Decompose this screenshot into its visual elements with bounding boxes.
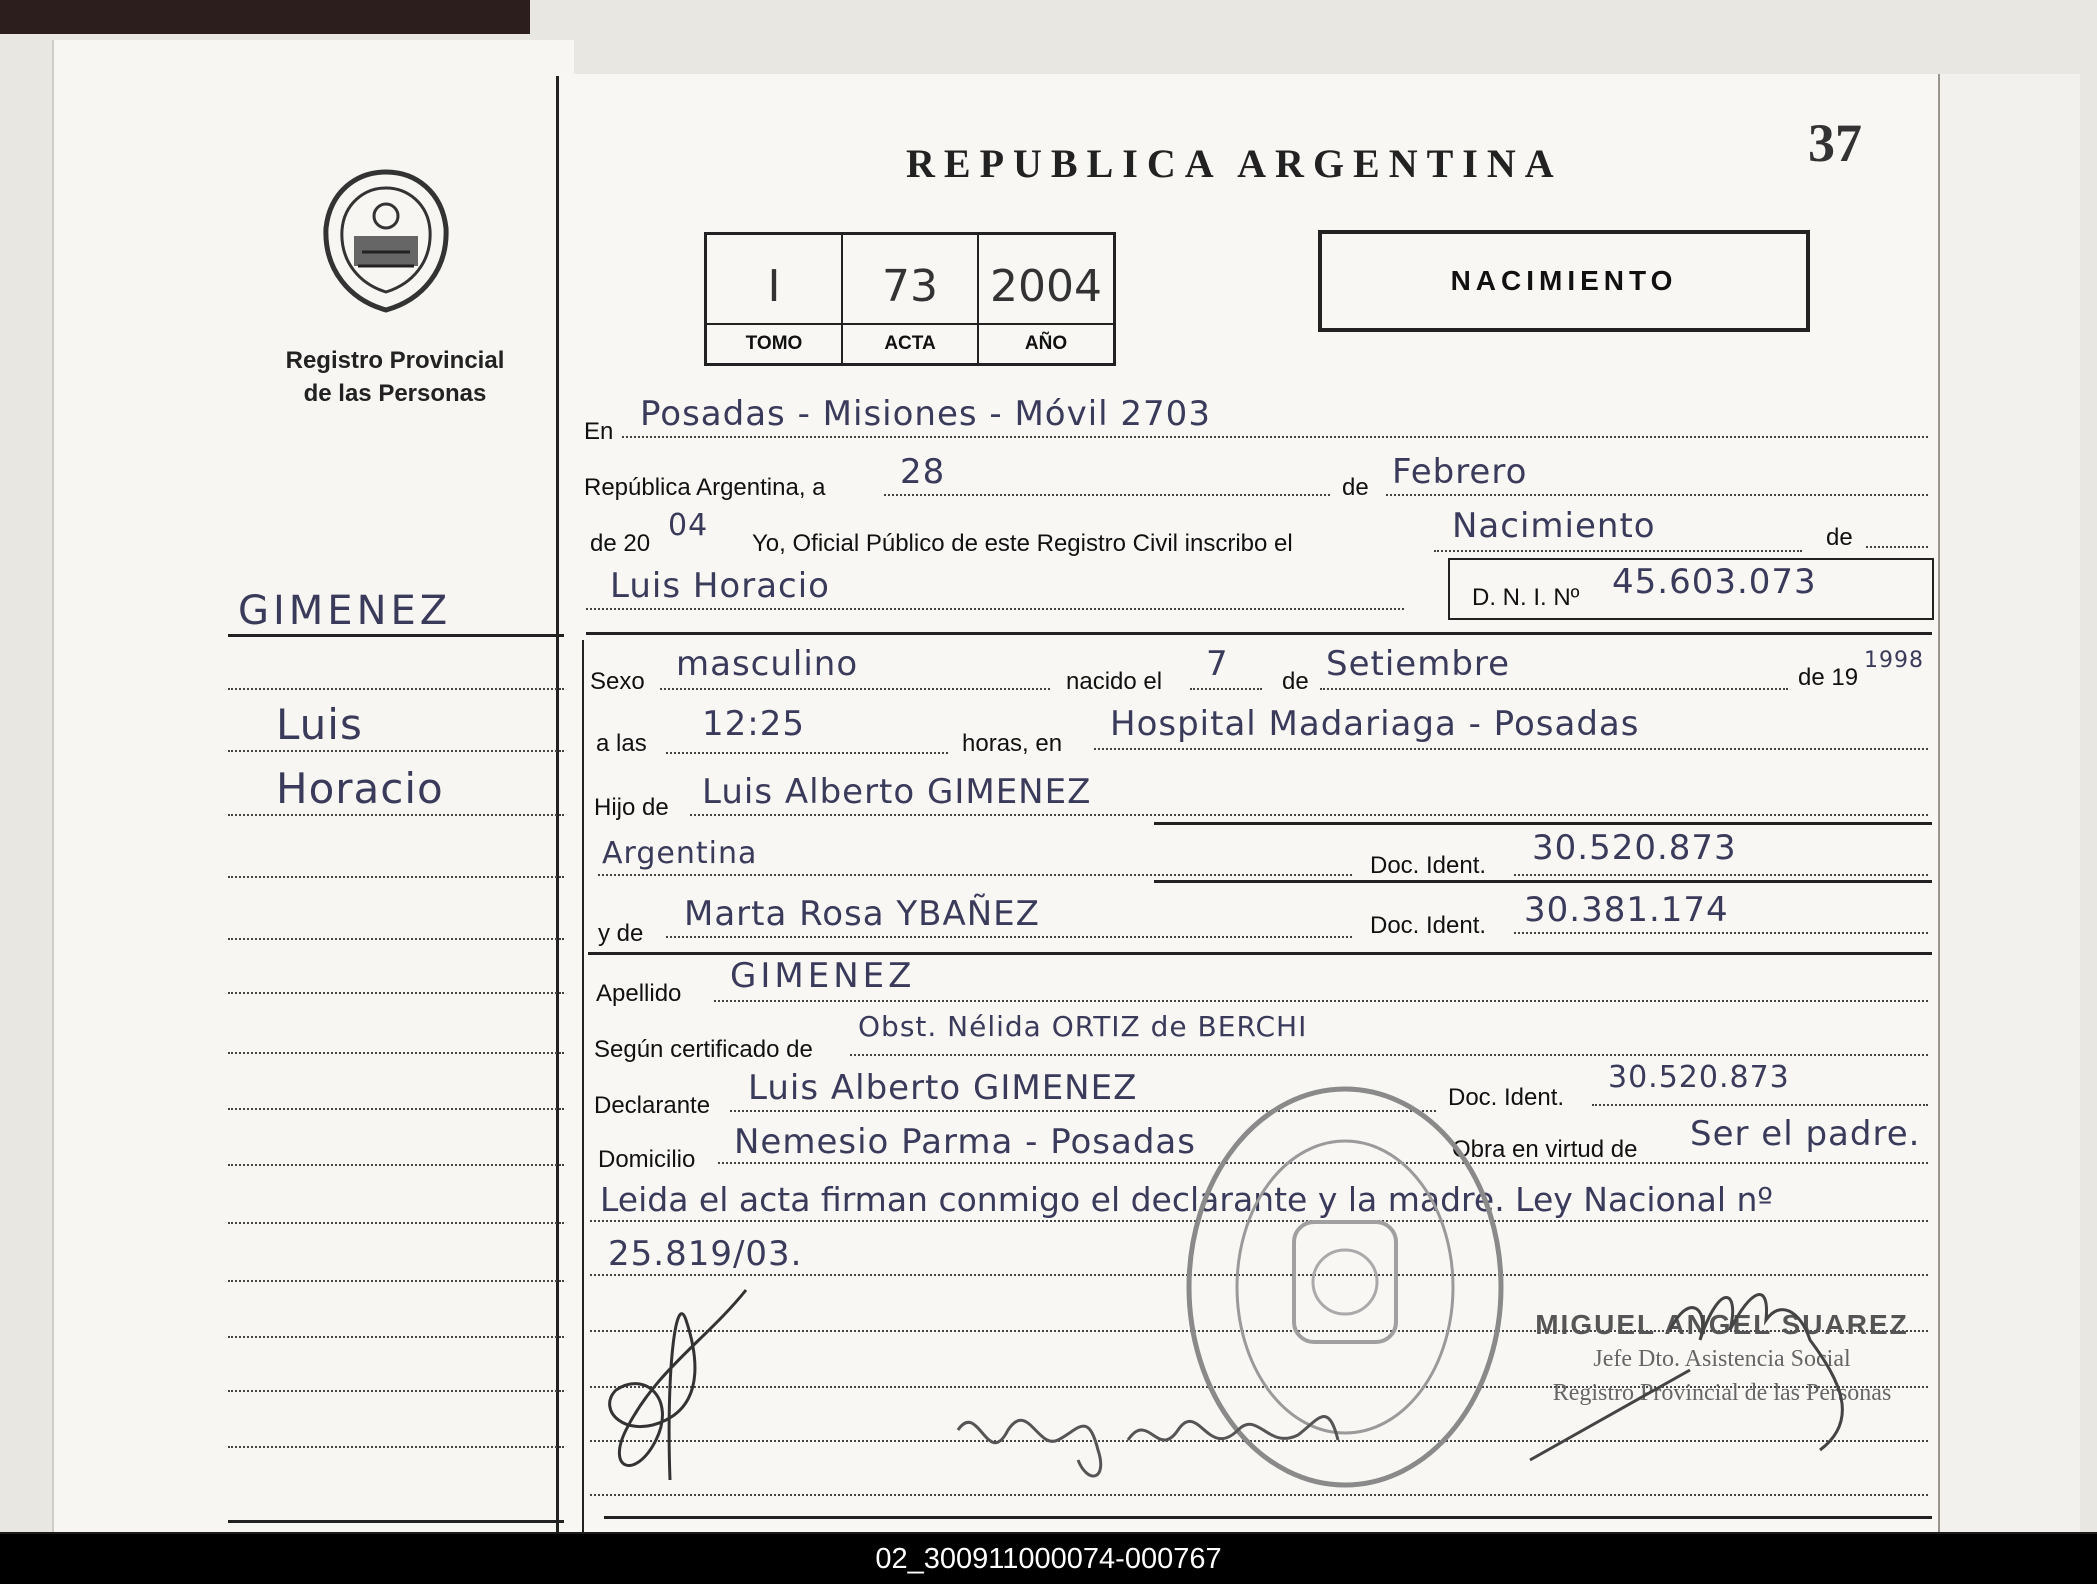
apellido-label: Apellido (596, 980, 682, 1007)
acta-cell (843, 235, 979, 363)
year-suffix-value: 04 (668, 508, 709, 543)
official-role: Jefe Dto. Asistencia Social (1593, 1346, 1851, 1372)
fill-line (1386, 494, 1928, 496)
nac-day-value: 7 (1206, 644, 1229, 684)
section-line (586, 632, 1932, 635)
margin-line (228, 938, 564, 940)
dark-corner (0, 0, 530, 34)
tomo-value: I (767, 261, 781, 312)
margin-line (228, 1280, 564, 1282)
margin-line (228, 1108, 564, 1110)
nac-year-value: 1998 (1864, 648, 1924, 673)
fill-line (666, 752, 948, 754)
official-signature-icon (1520, 1250, 1900, 1470)
lugar-value: Hospital Madariaga - Posadas (1110, 704, 1640, 744)
fill-line (622, 436, 1928, 438)
fill-line (1190, 688, 1262, 690)
en-label: En (584, 418, 614, 445)
margin-divider-inner (582, 640, 584, 1532)
section-line (1154, 880, 1932, 883)
de19-label: de 19 (1798, 664, 1859, 691)
anio-cell (979, 235, 1113, 363)
fill-line (1434, 550, 1802, 552)
margin-line (228, 1164, 564, 1166)
domicilio-value: Nemesio Parma - Posadas (734, 1122, 1196, 1162)
registry-line2: de las Personas (303, 380, 487, 407)
page-edge (1938, 74, 2080, 1532)
acta-value: 73 (882, 261, 938, 312)
margin-line (228, 1446, 564, 1448)
declarante-label: Declarante (594, 1092, 711, 1119)
mother-signature-icon (948, 1390, 1348, 1490)
yde-label: y de (598, 920, 644, 947)
tomo-cell (707, 235, 843, 363)
margin-line (228, 814, 564, 816)
segun-value: Obst. Nélida ORTIZ de BERCHI (858, 1010, 1308, 1043)
madre-value: Marta Rosa YBAÑEZ (684, 894, 1040, 934)
registry-name (250, 344, 540, 410)
inscribo-value: Nacimiento (1452, 506, 1656, 546)
fill-line (598, 874, 1352, 876)
tomo-acta-box (704, 232, 1116, 366)
acta-label: ACTA (843, 323, 977, 363)
month-value: Febrero (1392, 452, 1528, 492)
hora-value: 12:25 (702, 704, 805, 744)
republica-label: República Argentina, a (584, 474, 826, 501)
fill-line (1866, 546, 1928, 548)
fill-line (1094, 748, 1928, 750)
margin-line (228, 634, 564, 637)
record-type-box: NACIMIENTO (1318, 230, 1810, 332)
fill-line (690, 814, 1928, 816)
dni-value: 45.603.073 (1612, 562, 1817, 602)
anio-label: AÑO (979, 323, 1113, 363)
image-id: 02_300911000074-000767 (0, 1534, 2097, 1584)
section-line (588, 952, 1932, 955)
alas-label: a las (596, 730, 647, 757)
de-label-2: de (1826, 524, 1853, 551)
fill-line (1514, 932, 1928, 934)
tomo-label: TOMO (707, 323, 841, 363)
horas-label: horas, en (962, 730, 1063, 757)
margin-line (228, 750, 564, 752)
declarant-signature-icon (596, 1280, 766, 1500)
margin-line (228, 1052, 564, 1054)
margin-line (228, 1390, 564, 1392)
margin-line (228, 876, 564, 878)
fill-line (590, 1494, 1928, 1496)
margin-divider (556, 76, 559, 1532)
day-value: 28 (900, 452, 946, 492)
domicilio-label: Domicilio (598, 1146, 696, 1173)
yo-label: Yo, Oficial Público de este Registro Civil inscribo el (752, 530, 1293, 557)
fill-line (884, 494, 1330, 496)
declarante-value: Luis Alberto GIMENEZ (748, 1068, 1138, 1108)
apellido-value: GIMENEZ (730, 956, 916, 996)
fill-line (1320, 688, 1788, 690)
margin-first-name: Luis (276, 700, 363, 749)
de-label: de (1342, 474, 1369, 501)
obra-value: Ser el padre. (1690, 1114, 1921, 1154)
sexo-value: masculino (676, 644, 859, 684)
fill-line (660, 688, 1050, 690)
section-line (1154, 822, 1932, 825)
ley-value: 25.819/03. (608, 1234, 803, 1274)
fill-line (714, 1000, 1928, 1002)
nacido-label: nacido el (1066, 668, 1163, 695)
anio-value: 2004 (990, 261, 1102, 312)
provincial-seal-icon (318, 166, 454, 316)
page-number: 37 (1808, 113, 1862, 173)
margin-line (228, 688, 564, 690)
doc-label-2: Doc. Ident. (1370, 912, 1487, 939)
doc-label-3: Doc. Ident. (1448, 1084, 1565, 1111)
declarante-doc-value: 30.520.873 (1608, 1060, 1790, 1095)
official-office: Registro Provincial de las Personas (1552, 1380, 1892, 1406)
margin-second-name: Horacio (276, 764, 444, 813)
en-value: Posadas - Misiones - Móvil 2703 (640, 394, 1211, 434)
segun-label: Según certificado de (594, 1036, 813, 1063)
margin-line (228, 1336, 564, 1338)
margin-line (228, 992, 564, 994)
obra-label: Obra en virtud de (1452, 1136, 1638, 1163)
de-label-3: de (1282, 668, 1309, 695)
sexo-label: Sexo (590, 668, 645, 695)
fill-line (1514, 874, 1928, 876)
year-prefix-label: de 20 (590, 530, 651, 557)
padre-nacionalidad: Argentina (602, 836, 758, 871)
leida-value: Leida el acta firman conmigo el declarante y la madre. Ley Nacional nº (600, 1180, 1773, 1219)
padre-value: Luis Alberto GIMENEZ (702, 772, 1092, 812)
doc-label: Doc. Ident. (1370, 852, 1487, 879)
margin-line (228, 1222, 564, 1224)
fill-line (850, 1054, 1928, 1056)
madre-doc-value: 30.381.174 (1524, 890, 1729, 930)
document-title: REPUBLICA ARGENTINA (906, 141, 1563, 186)
margin-surname: GIMENEZ (238, 588, 452, 634)
registry-line1: Registro Provincial (285, 347, 505, 374)
margin-line (228, 1520, 564, 1523)
section-line (604, 1516, 1932, 1519)
nombre-value: Luis Horacio (610, 566, 830, 606)
fill-line (666, 936, 1352, 938)
fill-line (586, 608, 1404, 610)
official-name: MIGUEL ANGEL SUAREZ (1535, 1309, 1909, 1340)
padre-doc-value: 30.520.873 (1532, 828, 1737, 868)
dni-label: D. N. I. Nº (1472, 584, 1580, 611)
fill-line (1592, 1104, 1928, 1106)
nac-month-value: Setiembre (1326, 644, 1511, 684)
hijo-label: Hijo de (594, 794, 669, 821)
